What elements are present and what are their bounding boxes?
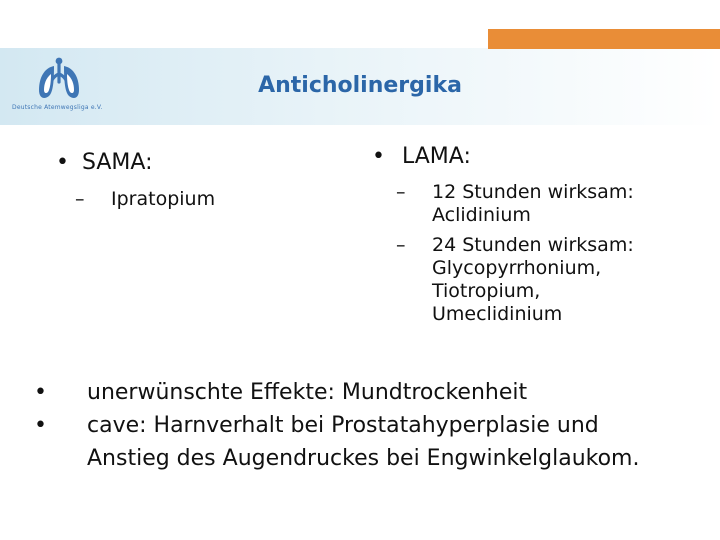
slide-title-text: Anticholinergika — [258, 73, 462, 98]
accent-bar — [488, 29, 720, 49]
bottom-bullet-line: • unerwünschte Effekte: Mundtrockenheit — [87, 380, 528, 405]
slide-title — [0, 73, 720, 98]
dash-item — [396, 234, 712, 326]
bullet-lama-text: LAMA: — [402, 144, 471, 169]
bottom-bullet — [34, 409, 694, 475]
dash-item-line: – 24 Stunden wirksam: — [432, 234, 634, 256]
dash-item-line: Aclidinium — [432, 204, 531, 226]
bullet-sama-text: SAMA: — [82, 150, 153, 175]
left-column — [56, 149, 346, 211]
bullet-sama — [56, 149, 346, 176]
dash-item-line: Tiotropium, — [432, 280, 541, 302]
dash-item-line: – 12 Stunden wirksam: — [432, 181, 634, 203]
right-column — [372, 143, 712, 326]
bottom-bullet-line: • cave: Harnverhalt bei Prostatahyperplasie und — [87, 413, 599, 438]
bullet-lama — [372, 143, 712, 170]
dash-item — [396, 181, 712, 227]
bottom-bullet-list — [34, 376, 694, 475]
dash-item-line: Umeclidinium — [432, 303, 563, 325]
bottom-bullet-line: Anstieg des Augendruckes bei Engwinkelglaukom. — [87, 446, 640, 471]
dash-item-line: – Ipratopium — [111, 188, 216, 210]
bottom-bullet — [34, 376, 694, 409]
dash-item-line: Glycopyrrhonium, — [432, 257, 602, 279]
dash-item — [75, 188, 346, 211]
logo-caption: Deutsche Atemwegsliga e.V. — [12, 104, 103, 111]
